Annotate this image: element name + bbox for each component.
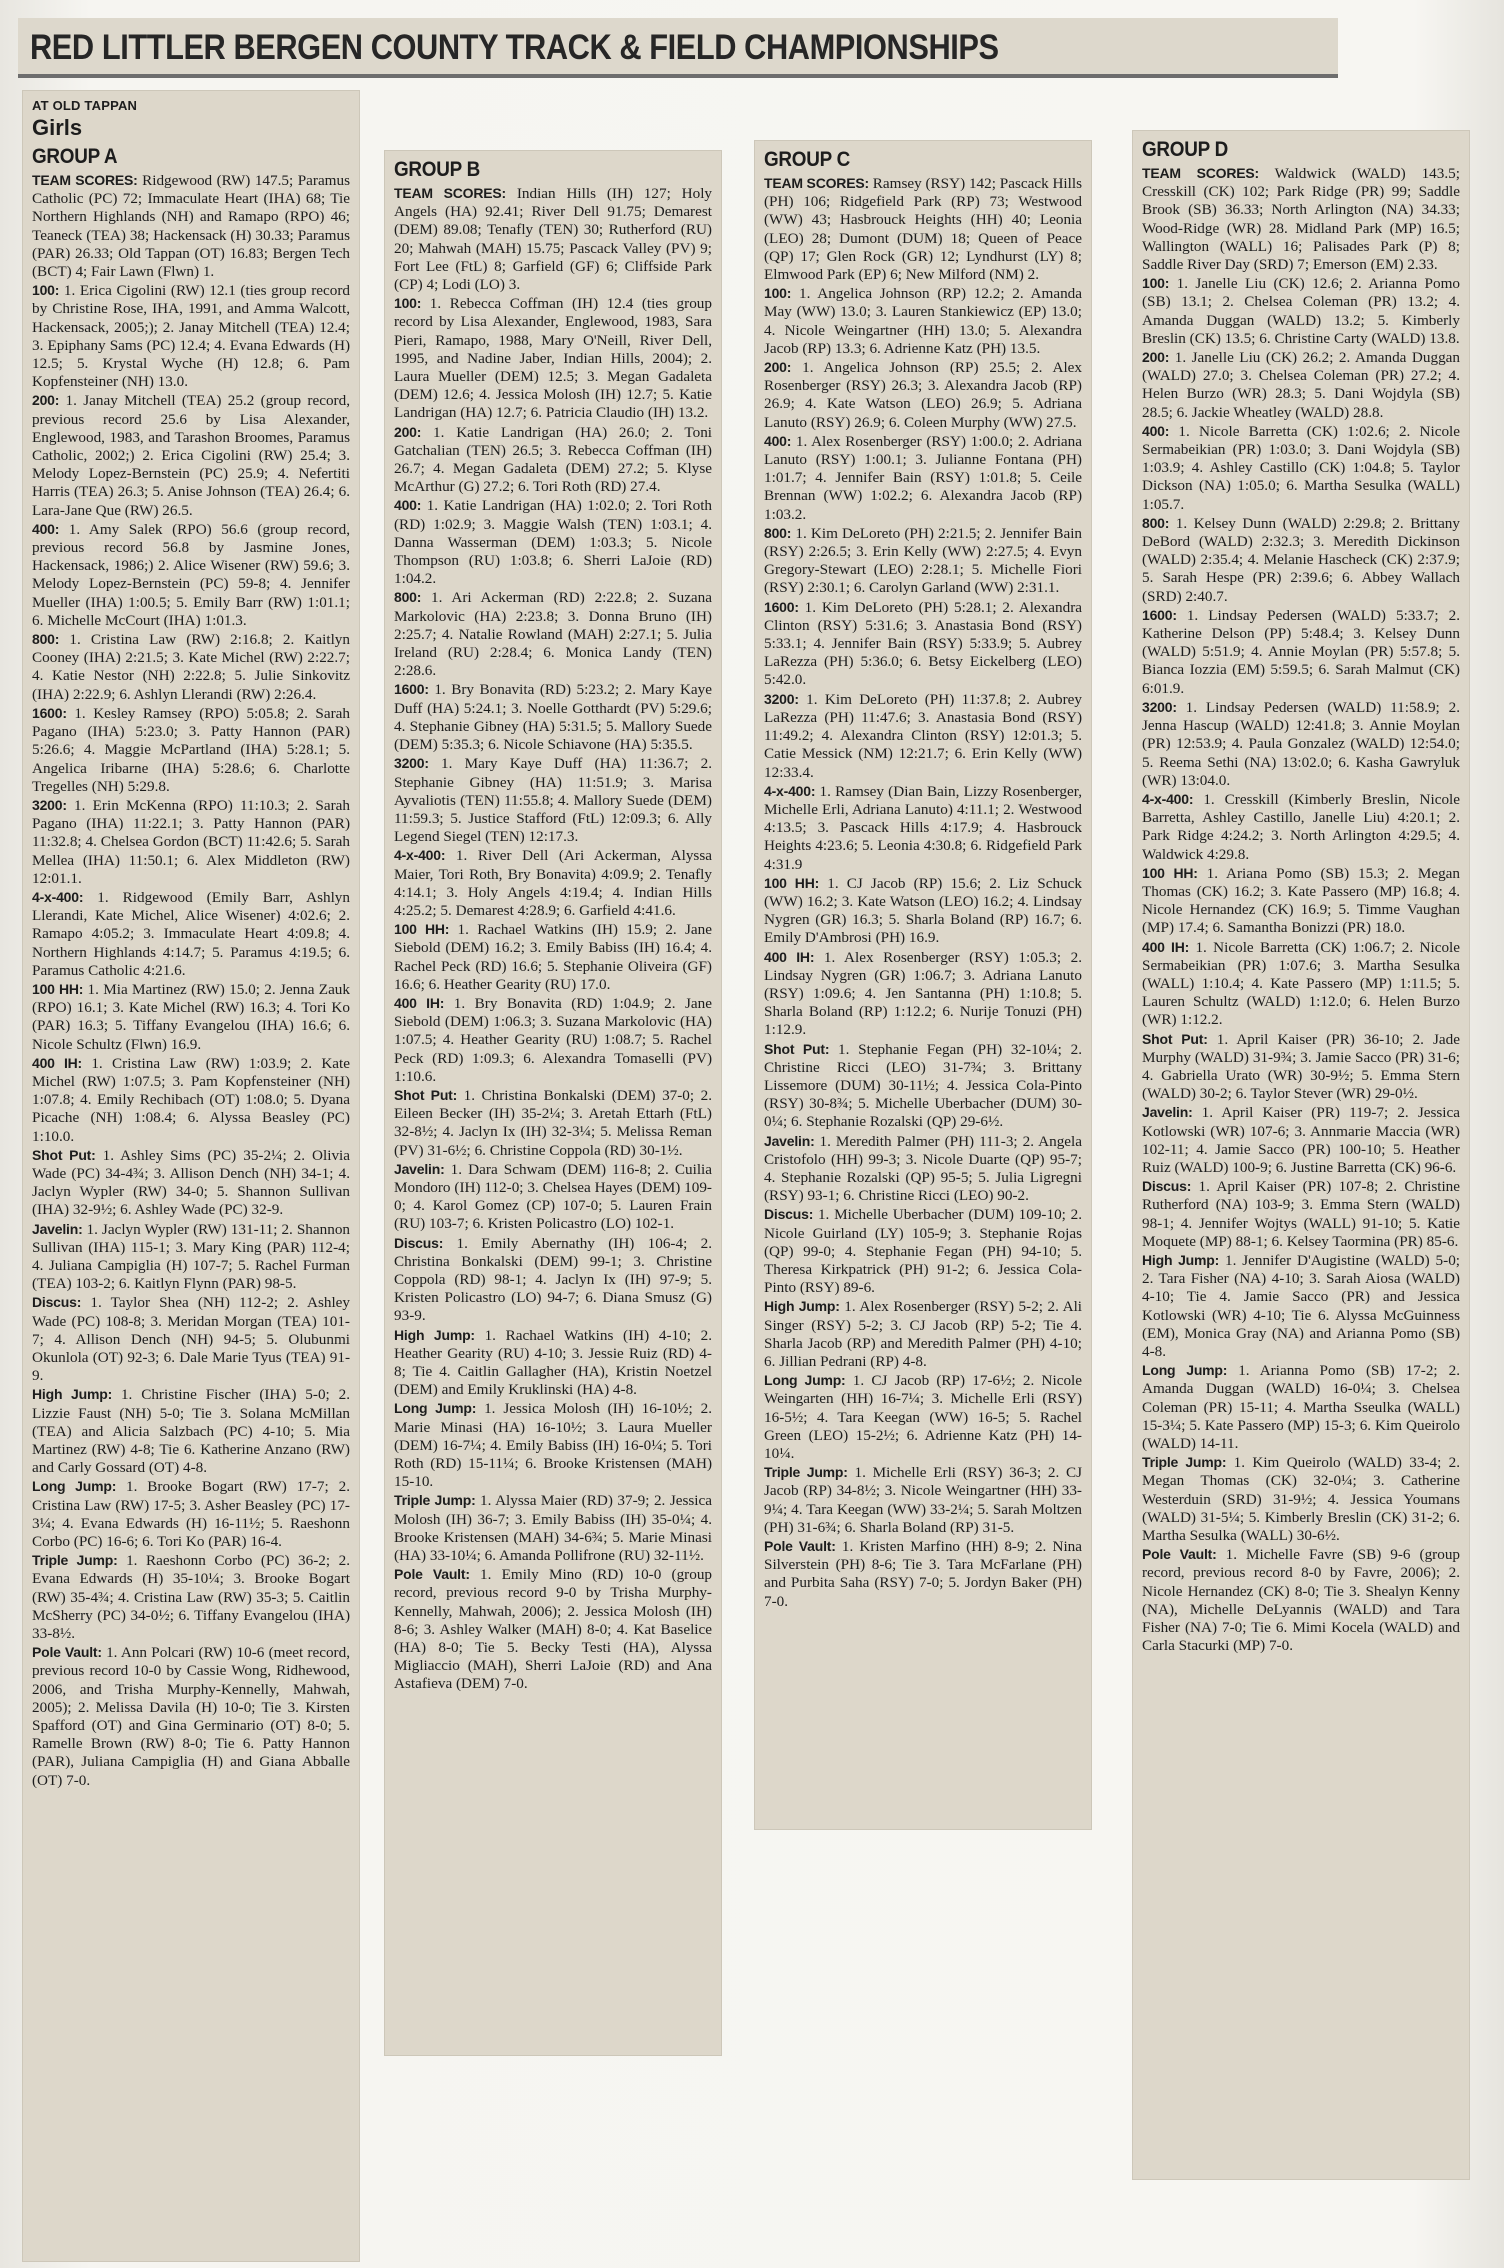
event-text: 1. Katie Landrigan (HA) 1:02.0; 2. Tori Roth (RD) 1:02.9; 3. Maggie Walsh (TEN) 1:03.1; 4. Danna Wasserman (DEM) 1:03.3; 5. Nicole Thompson (RU) 1:03.8; 6. Sherri LaJoie (RD) 1:04.2. [394, 497, 713, 588]
event-text: 1. Alex Rosenberger (RSY) 1:05.3; 2. Lindsay Nygren (GR) 1:06.7; 3. Adriana Lanuto (RSY) 1:09.6; 4. Jen Santanna (PH) 1:10.8; 5. Sharla Boland (RP) 1:12.2; 6. Nurije Tonuzi (PH) 1:12.9. [764, 948, 1083, 1039]
event-text: 1. Rachael Watkins (IH) 15.9; 2. Jane Siebold (DEM) 16.2; 3. Emily Babiss (IH) 16.4; 4. Rachel Peck (RD) 16.6; 5. Stephanie Oliveira (GF) 16.6; 6. Heather Gearity (RU) 17.0. [394, 921, 713, 993]
event-text: 1. Dara Schwam (DEM) 116-8; 2. Cuilia Mondoro (IH) 112-0; 3. Chelsea Hayes (DEM) 109-0; 4. Karol Gomez (CP) 107-0; 5. Lauren Frain (RU) 103-7; 6. Kristen Policastro (LO) 102-1. [394, 1160, 713, 1233]
event-result [764, 598, 1082, 690]
event-text: 1. Erin McKenna (RPO) 11:10.3; 2. Sarah Pagano (IHA) 11:22.1; 3. Patty Hannon (PAR) 11:32.8; 4. Chelsea Gordon (BCT) 11:42.6; 5. Sarah Mellea (IHA) 11:50.1; 6. Alex Middleton (RW) 12:01.1. [32, 796, 350, 887]
event-label: 100 HH: [32, 980, 84, 997]
event-result [394, 1160, 712, 1234]
event-text: 1. Ridgewood (Emily Barr, Ashlyn Llerandi, Kate Michel, Alice Wisener) 4:02.6; 2. Ramapo 4:05.2; 3. Immaculate Heart 4:09.8; 4. Northern Highlands 4:14.7; 5. Paramus 4:19.5; 6. Paramus Catholic 4:21.6. [32, 888, 350, 979]
event-result [1142, 514, 1460, 606]
event-label: Long Jump: [32, 1478, 117, 1495]
event-label: Shot Put: [394, 1086, 458, 1103]
event-label: 3200: [764, 690, 799, 707]
group-b-results [394, 184, 712, 1694]
event-text: 1. Bry Bonavita (RD) 1:04.9; 2. Jane Siebold (DEM) 1:06.3; 3. Suzana Markolovic (HA) 1:07.5; 4. Heather Gearity (RU) 1:08.7; 5. Rachel Peck (RD) 1:09.3; 6. Alexandra Tomaselli (PV) 1:10.6. [394, 994, 713, 1085]
event-label: Triple Jump: [32, 1552, 118, 1569]
event-result [764, 358, 1082, 432]
event-label: Pole Vault: [394, 1566, 470, 1583]
event-text: 1. April Kaiser (PR) 119-7; 2. Jessica Kotlowski (WR) 107-6; 3. Annmarie Maccia (WR) 102-11; 4. Jamie Sacco (PR) 100-10; 5. Heather Ruiz (WALD) 100-9; 6. Justine Barretta (CK) 96-6. [1142, 1104, 1460, 1176]
event-result [394, 294, 712, 422]
event-result [764, 1297, 1082, 1371]
event-text: 1. Christina Bonkalski (DEM) 37-0; 2. Eileen Becker (IH) 35-2¼; 3. Aretah Ettarh (FtL) 32-8½; 4. Jaclyn Ix (IH) 32-3¼; 5. Melissa Reman (PV) 31-6½; 6. Christine Coppola (RD) 30-1½. [394, 1086, 712, 1159]
event-result [394, 846, 712, 920]
event-result [1142, 1030, 1460, 1104]
event-result [764, 948, 1082, 1040]
event-label: 200: [394, 423, 422, 440]
event-label: Discus: [764, 1206, 814, 1223]
event-result [1142, 1103, 1460, 1177]
event-result [394, 184, 712, 294]
event-label: Pole Vault: [764, 1538, 836, 1555]
event-label: Discus: [394, 1234, 444, 1251]
event-result [32, 1551, 350, 1643]
event-text: 1. Brooke Bogart (RW) 17-7; 2. Cristina Law (RW) 17-5; 3. Asher Beasley (PC) 17-3¼; 4. Evana Edwards (H) 16-11½; 5. Raeshonn Corbo (PC) 16-6; 6. Tori Ko (PAR) 16-4. [32, 1478, 350, 1551]
group-d-results [1142, 164, 1460, 1655]
event-label: Pole Vault: [32, 1644, 102, 1661]
event-result [394, 1234, 712, 1326]
event-text: 1. Taylor Shea (NH) 112-2; 2. Ashley Wade (PC) 108-8; 3. Meridan Morgan (TEA) 101-7; 4. Allison Dench (NH) 94-5; 5. Olubunmi Okunlola (OT) 92-3; 6. Dale Marie Tyus (TEA) 91-9. [32, 1294, 351, 1385]
location-label: AT OLD TAPPAN [32, 98, 138, 113]
event-result [1142, 790, 1460, 864]
event-label: Triple Jump: [764, 1464, 848, 1481]
event-label: TEAM SCORES: [1142, 165, 1260, 181]
event-result [394, 994, 712, 1086]
event-result [32, 1220, 350, 1294]
group-b-title: GROUP B [394, 158, 480, 181]
event-result [394, 1565, 712, 1693]
event-text: 1. Lindsay Pedersen (WALD) 5:33.7; 2. Katherine Delson (PP) 5:48.4; 3. Kelsey Dunn (WALD) 5:51.9; 4. Annie Moylan (PR) 5:57.8; 5. Bianca Iozzia (EM) 5:59.5; 6. Sarah Malmut (CK) 6:01.9. [1142, 606, 1461, 697]
event-label: 400: [394, 497, 422, 514]
event-text: 1. Ann Polcari (RW) 10-6 (meet record, previous record 10-0 by Cassie Wong, Ridhewood, 2006, and Trisha Murphy-Kennelly, Mahwah, 2005); 2. Melissa Davila (H) 10-0; Tie 3. Kirsten Spafford (OT) and Gina Germinario (OT) 8-0; 5. Ramelle Brown (RW) 8-0; Tie 6. Patty Hannon (PAR), Juliana Campiglia (H) and Giana Abballe (OT) 7-0. [32, 1644, 351, 1789]
event-label: Discus: [32, 1294, 82, 1311]
event-text: 1. Ashley Sims (PC) 35-2¼; 2. Olivia Wade (PC) 34-4¾; 3. Allison Dench (NH) 34-1; 4. Jaclyn Wypler (RW) 34-0; 5. Shannon Sullivan (IHA) 32-9½; 6. Ashley Wade (PC) 32-9. [32, 1146, 350, 1219]
group-b-column [384, 150, 722, 2056]
event-text: 1. Kim DeLoreto (PH) 2:21.5; 2. Jennifer Bain (RSY) 2:26.5; 3. Erin Kelly (WW) 2:27.5; 4. Evyn Gregory-Stewart (LEO) 2:28.1; 5. Michelle Fiori (RSY) 2:30.1; 6. Carolyn Garland (WW) 2:31.1. [764, 524, 1083, 597]
event-label: 3200: [32, 796, 67, 813]
event-text: 1. Angelica Johnson (RP) 12.2; 2. Amanda May (WW) 13.0; 3. Lauren Stankiewicz (EP) 13.0; 4. Nicole Weingartner (HH) 13.0; 5. Alexandra Jacob (RP) 13.3; 6. Adrienne Katz (PH) 13.5. [764, 285, 1082, 357]
group-a-title: GROUP A [32, 145, 118, 168]
event-label: 1600: [1142, 606, 1177, 623]
event-label: 3200: [1142, 698, 1177, 715]
event-label: High Jump: [764, 1298, 840, 1315]
event-label: 800: [764, 524, 792, 541]
event-text: 1. Kim DeLoreto (PH) 5:28.1; 2. Alexandra Clinton (RSY) 5:31.6; 3. Anastasia Bond (RSY) 5:33.1; 4. Jennifer Bain (RSY) 5:33.9; 5. Aubrey LaRezza (PH) 5:36.0; 6. Betsy Eickelberg (LEO) 5:42.0. [764, 598, 1082, 689]
event-result [32, 281, 350, 391]
event-result [32, 796, 350, 888]
event-result [1142, 1177, 1460, 1251]
event-result [394, 754, 712, 846]
event-text: 1. Meredith Palmer (PH) 111-3; 2. Angela Cristofolo (HH) 99-3; 3. Nicole Duarte (QP) 95-7; 4. Stephanie Rozalski (QP) 95-5; 5. Julia Ligregni (RSY) 93-1; 6. Christine Ricci (LEO) 90-2. [764, 1132, 1083, 1205]
event-result [1142, 1251, 1460, 1361]
event-label: 3200: [394, 755, 429, 772]
event-text: 1. Emily Mino (RD) 10-0 (group record, previous record 9-0 by Trisha Murphy-Kennelly, Mahwah, 2006); 2. Jessica Molosh (IH) 8-6; 3. Ashley Walker (MAH) 8-0; 4. Kat Baselice (HA) 8-0; Tie 5. Becky Testi (HA), Alyssa Migliaccio (MAH), Sherri LaJoie (RD) and Ana Astafieva (DEM) 7-0. [394, 1566, 713, 1693]
event-label: 1600: [394, 681, 429, 698]
event-result [764, 174, 1082, 284]
event-result [764, 1463, 1082, 1537]
group-d-column [1132, 130, 1470, 2180]
event-result [32, 1477, 350, 1551]
event-result [32, 630, 350, 704]
event-result [394, 588, 712, 680]
event-result [764, 284, 1082, 358]
event-label: TEAM SCORES: [32, 172, 138, 188]
event-label: 4-x-400: [32, 888, 84, 905]
event-result [1142, 164, 1460, 274]
event-text: 1. Alex Rosenberger (RSY) 1:00.0; 2. Adriana Lanuto (RSY) 1:00.1; 3. Julianne Fontana (PH) 1:01.7; 4. Jennifer Bain (RSY) 1:01.8; 5. Ceile Brennan (WW) 1:02.2; 6. Alexandra Jacob (RP) 1:03.2. [764, 432, 1082, 523]
event-result [1142, 698, 1460, 790]
event-label: 400 IH: [764, 948, 815, 965]
event-label: 100 HH: [764, 874, 820, 891]
event-label: 400: [1142, 422, 1170, 439]
event-text: 1. Michelle Uberbacher (DUM) 109-10; 2. Nicole Guirland (LY) 105-9; 3. Stephanie Rojas (QP) 99-0; 4. Stephanie Fegan (PH) 94-10; 5. Theresa Kirkpatrick (PH) 91-2; 6. Jessica Cola-Pinto (RSY) 89-6. [764, 1206, 1083, 1297]
event-result [764, 690, 1082, 782]
event-label: High Jump: [1142, 1251, 1220, 1268]
event-text: 1. Bry Bonavita (RD) 5:23.2; 2. Mary Kaye Duff (HA) 5:24.1; 3. Noelle Gotthardt (PV) 5:29.6; 4. Stephanie Gibney (HA) 5:31.5; 5. Mallory Suede (DEM) 5:35.3; 6. Nicole Schiavone (HA) 5:35.5. [394, 681, 713, 754]
group-d-title: GROUP D [1142, 138, 1228, 161]
group-c-column [754, 140, 1092, 1830]
event-result [394, 1326, 712, 1400]
event-text: 1. Rachael Watkins (IH) 4-10; 2. Heather Gearity (RU) 4-10; 3. Jessie Ruiz (RD) 4-8; Tie 4. Caitlin Gallagher (HA), Kristin Noetzel (DEM) and Emily Kruklinski (HA) 4-8. [394, 1326, 713, 1399]
event-text: 1. Mary Kaye Duff (HA) 11:36.7; 2. Stephanie Gibney (HA) 11:51.9; 3. Marisa Ayvaliotis (TEN) 11:55.8; 4. Mallory Suede (DEM) 11:59.3; 5. Justice Stafford (FtL) 12:09.3; 6. Ally Legend Siegel (TEN) 12:17.3. [394, 755, 712, 846]
event-text: 1. Ariana Pomo (SB) 15.3; 2. Megan Thomas (CK) 16.2; 3. Kate Passero (MP) 16.8; 4. Nicole Hernandez (CK) 16.9; 5. Timme Vaughan (MP) 17.4; 6. Samantha Bonizzi (PR) 18.0. [1142, 864, 1461, 937]
event-text: 1. Nicole Barretta (CK) 1:06.7; 2. Nicole Sermabeikian (PR) 1:07.6; 3. Martha Sesulka (WALL) 1:10.4; 4. Kate Passero (MP) 1:11.5; 5. Lauren Schultz (WALD) 1:12.0; 6. Helen Burzo (WR) 1:12.2. [1142, 938, 1461, 1029]
event-result [1142, 1361, 1460, 1453]
event-result [764, 1205, 1082, 1297]
event-result [32, 171, 350, 281]
event-label: TEAM SCORES: [764, 175, 869, 191]
event-text: 1. Emily Abernathy (IH) 106-4; 2. Christina Bonkalski (DEM) 99-1; 3. Christine Coppola (RD) 98-1; 4. Jaclyn Ix (IH) 97-9; 5. Kristen Policastro (LO) 94-7; 6. Diana Smusz (G) 93-9. [394, 1234, 712, 1325]
event-label: 4-x-400: [764, 782, 816, 799]
event-text: 1. Cristina Law (RW) 2:16.8; 2. Kaitlyn Cooney (IHA) 2:21.5; 3. Kate Michel (RW) 2:22.7; 4. Katie Nestor (NH) 2:22.8; 5. Julie Sinkovitz (IHA) 2:22.9; 6. Ashlyn Llerandi (RW) 2:26.4. [32, 631, 350, 703]
event-label: 200: [764, 359, 792, 376]
event-label: TEAM SCORES: [394, 185, 506, 201]
event-label: Shot Put: [32, 1146, 96, 1163]
event-label: 4-x-400: [1142, 790, 1194, 807]
event-result [764, 874, 1082, 948]
event-label: 1600: [764, 598, 799, 615]
event-result [394, 496, 712, 588]
event-result [1142, 1545, 1460, 1655]
event-text: 1. Michelle Favre (SB) 9-6 (group record, previous record 8-0 by Favre, 2006); 2. Nicole Hernandez (CK) 8-0; Tie 3. Shealyn Kenny (NA), Michelle DeLyannis (WALD) and Tara Fisher (NA) 7-0; Tie 6. Mimi Kocela (WALD) and Carla Stacurki (MP) 7-0. [1142, 1546, 1461, 1655]
event-text: 1. Angelica Johnson (RP) 25.5; 2. Alex Rosenberger (RSY) 26.3; 3. Alexandra Jacob (RP) 26.9; 4. Kate Watson (LEO) 26.9; 5. Adriana Lanuto (RSY) 26.9; 6. Coleen Murphy (WW) 27.5. [764, 359, 1083, 431]
group-a-column [22, 90, 360, 2262]
event-text: 1. Kelsey Dunn (WALD) 2:29.8; 2. Brittany DeBord (WALD) 2:32.3; 3. Meredith Dickinson (WALD) 2:35.4; 4. Melanie Hascheck (CK) 2:37.9; 5. Sarah Hespe (PR) 2:39.6; 6. Abbey Wallach (SRD) 2:40.7. [1142, 514, 1460, 605]
event-label: 1600: [32, 704, 67, 721]
event-text: 1. Stephanie Fegan (PH) 32-10¼; 2. Christine Ricci (LEO) 31-7¾; 3. Brittany Lissemore (DUM) 30-11½; 4. Jessica Cola-Pinto (RSY) 30-8¾; 5. Michelle Uberbacher (DUM) 30-0¼; 6. Stephanie Rozalski (QP) 29-6½. [764, 1040, 1082, 1131]
event-result [32, 1293, 350, 1385]
event-label: Javelin: [394, 1160, 445, 1177]
event-text: 1. Janelle Liu (CK) 26.2; 2. Amanda Duggan (WALD) 27.0; 3. Chelsea Coleman (PR) 27.2; 4. Helen Burzo (WR) 28.3; 5. Dani Wojdyla (SB) 28.5; 6. Jackie Wheatley (WALD) 28.8. [1142, 349, 1461, 421]
event-text: 1. Jessica Molosh (IH) 16-10½; 2. Marie Minasi (HA) 16-10½; 3. Laura Mueller (DEM) 16-7¼; 4. Emily Babiss (IH) 16-0¼; 5. Tori Roth (RD) 15-11¼; 6. Brooke Kristensen (MAH) 15-10. [394, 1400, 712, 1491]
event-label: Triple Jump: [394, 1492, 476, 1509]
event-text: 1. Kristen Marfino (HH) 8-9; 2. Nina Silverstein (PH) 8-6; Tie 3. Tara McFarlane (PH) and Purbita Saha (RSY) 7-0; 5. Jordyn Baker (PH) 7-0. [764, 1538, 1082, 1610]
event-text: 1. Janelle Liu (CK) 12.6; 2. Arianna Pomo (SB) 13.1; 2. Chelsea Coleman (PR) 13.2; 4. Amanda Duggan (WALD) 13.2; 5. Kimberly Breslin (CK) 13.5; 6. Christine Carty (WALD) 13.8. [1142, 275, 1461, 347]
event-text: 1. CJ Jacob (RP) 15.6; 2. Liz Schuck (WW) 16.2; 3. Kate Watson (LEO) 16.2; 4. Lindsay Nygren (GR) 16.3; 5. Sharla Boland (RP) 16.7; 6. Emily D'Ambrosi (PH) 16.9. [764, 874, 1083, 947]
event-label: 100: [32, 282, 60, 299]
event-result [394, 1491, 712, 1565]
event-text: Waldwick (WALD) 143.5; Cresskill (CK) 102; Park Ridge (PR) 99; Saddle Brook (SB) 36.33; North Arlington (NA) 34.33; Wood-Ridge (WR) 28. Midland Park (MP) 16.5; Wallington (WALL) 16; Palisades Park (P) 8; Saddle River Day (SRD) 7; Emerson (EM) 2.33. [1142, 165, 1460, 274]
group-a-results [32, 171, 350, 1790]
event-label: 400 IH: [1142, 938, 1190, 955]
event-label: 800: [32, 631, 60, 648]
event-text: 1. Nicole Barretta (CK) 1:02.6; 2. Nicole Sermabeikian (PR) 1:03.0; 3. Dani Wojdyla (SB) 1:03.9; 4. Ashley Castillo (CK) 1:04.8; 5. Taylor Dickson (NA) 1:05.0; 6. Martha Sesulka (WALL) 1:05.7. [1142, 422, 1460, 513]
event-label: 400 IH: [394, 994, 445, 1011]
event-label: High Jump: [32, 1386, 113, 1403]
event-label: 100: [1142, 275, 1170, 292]
event-text: 1. April Kaiser (PR) 107-8; 2. Christine Rutherford (NA) 103-9; 3. Emma Stern (WALD) 98-1; 4. Jennifer Wojtys (WALL) 91-10; 5. Katie Moquete (MP) 88-1; 6. Kelsey Taormina (PR) 85-6. [1142, 1178, 1461, 1250]
event-result [32, 704, 350, 796]
group-c-title: GROUP C [764, 148, 850, 171]
event-result [764, 432, 1082, 524]
event-label: High Jump: [394, 1326, 475, 1343]
event-text: 1. Janay Mitchell (TEA) 25.2 (group record, previous record 25.6 by Lisa Alexander, Englewood, 1983, and Tarashon Broomes, Paramus Catholic, 2002;) 2. Erica Cigolini (RW) 25.4; 3. Melody Lopez-Bernstein (PC) 25.9; 4. Nefertiti Harris (TEA) 26.3; 5. Anise Johnson (TEA) 26.4; 6. Lara-Jane Que (RW) 26.5. [32, 392, 351, 519]
event-result [1142, 422, 1460, 514]
page-headline: RED LITTLER BERGEN COUNTY TRACK & FIELD CHAMPIONSHIPS [30, 28, 999, 67]
event-text: 1. Jaclyn Wypler (RW) 131-11; 2. Shannon Sullivan (IHA) 115-1; 3. Mary King (PAR) 112-4; 4. Juliana Campiglia (H) 107-7; 5. Rachel Furman (TEA) 103-2; 6. Kaitlyn Flynn (PAR) 98-5. [32, 1220, 351, 1293]
event-label: Shot Put: [764, 1040, 830, 1057]
event-text: Ridgewood (RW) 147.5; Paramus Catholic (PC) 72; Immaculate Heart (IHA) 68; Tie Northern Highlands (NH) and Ramapo (RPO) 46; Teaneck (TEA) 38; Hackensack (H) 30.33; Paramus (PAR) 26.33; Old Tappan (OT) 16.83; Bergen Tech (BCT) 4; Fair Lawn (Flwn) 1. [32, 172, 350, 281]
event-label: 100: [764, 285, 792, 302]
event-text: 1. Jennifer D'Augistine (WALD) 5-0; 2. Tara Fisher (NA) 4-10; 3. Sarah Aiosa (WALD) 4-10; Tie 4. Jamie Sacco (PR) and Jessica Kotlowski (WR) 4-10; Tie 6. Alyssa McGuinness (EM), Monica Gray (NA) and Arianna Pomo (SB) 4-8. [1142, 1251, 1461, 1360]
event-result [394, 680, 712, 754]
event-label: Javelin: [764, 1132, 815, 1149]
event-result [32, 520, 350, 630]
event-text: Ramsey (RSY) 142; Pascack Hills (PH) 106; Ridgefield Park (RP) 73; Westwood (WW) 43; Hasbrouck Heights (HH) 40; Leonia (LEO) 28; Dumont (DUM) 18; Queen of Peace (QP) 17; Glen Rock (GR) 12; Lyndhurst (LY) 8; Elmwood Park (EP) 6; New Milford (NM) 2. [764, 175, 1083, 284]
event-label: 400: [32, 520, 60, 537]
event-label: 800: [394, 589, 422, 606]
event-label: Triple Jump: [1142, 1454, 1227, 1471]
event-text: Indian Hills (IH) 127; Holy Angels (HA) 92.41; River Dell 91.75; Demarest (DEM) 89.08; Tenafly (TEN) 30; Rutherford (RU) 20; Mahwah (MAH) 15.75; Pascack Valley (PV) 9; Fort Lee (FtL) 8; Garfield (GF) 6; Cliffside Park (CP) 4; Lodi (LO) 3. [394, 185, 713, 294]
event-result [764, 1537, 1082, 1611]
event-label: Long Jump: [1142, 1362, 1228, 1379]
event-result [394, 1086, 712, 1160]
section-label: Girls [32, 115, 83, 140]
event-result [32, 1146, 350, 1220]
event-result [32, 980, 350, 1054]
event-text: 1. Christine Fischer (IHA) 5-0; 2. Lizzie Faust (NH) 5-0; Tie 3. Solana McMillan (TEA) and Alicia Salzbach (PC) 4-10; 5. Mia Martinez (RW) 4-8; Tie 6. Katherine Anzano (RW) and Carly Gossard (OT) 4-8. [32, 1386, 351, 1477]
event-label: Pole Vault: [1142, 1546, 1217, 1563]
event-result [1142, 864, 1460, 938]
event-label: 100 HH: [1142, 864, 1198, 881]
event-label: Javelin: [1142, 1104, 1193, 1121]
event-label: 4-x-400: [394, 847, 446, 864]
event-result [32, 1385, 350, 1477]
event-result [764, 1132, 1082, 1206]
event-text: 1. Kesley Ramsey (RPO) 5:05.8; 2. Sarah Pagano (IHA) 5:23.0; 3. Patty Hannon (PAR) 5:26.6; 4. Maggie McPartland (IHA) 5:28.1; 5. Angelica Iribarne (IHA) 5:28.6; 6. Charlotte Tregelles (NH) 5:29.8. [32, 704, 351, 795]
event-text: 1. Mia Martinez (RW) 15.0; 2. Jenna Zauk (RPO) 16.1; 3. Kate Michel (RW) 16.3; 4. Tori Ko (PAR) 16.3; 5. Tiffany Evangelou (IHA) 16.6; 6. Nicole Schultz (Flwn) 16.9. [32, 980, 350, 1053]
event-result [394, 1399, 712, 1491]
event-text: 1. Alex Rosenberger (RSY) 5-2; 2. Ali Singer (RSY) 5-2; 3. CJ Jacob (RP) 5-2; Tie 4. Sharla Jacob (RP) and Meredith Palmer (PH) 4-10; 6. Jillian Pedrani (RP) 4-8. [764, 1298, 1083, 1370]
event-text: 1. River Dell (Ari Ackerman, Alyssa Maier, Tori Roth, Bry Bonavita) 4:09.9; 2. Tenafly 4:14.1; 3. Holy Angels 4:19.4; 4. Indian Hills 4:25.2; 5. Demarest 4:28.9; 6. Garfield 4:41.6. [394, 847, 712, 919]
event-result [32, 391, 350, 519]
event-result [1142, 606, 1460, 698]
event-result [394, 423, 712, 497]
event-text: 1. CJ Jacob (RP) 17-6½; 2. Nicole Weingarten (HH) 16-7¼; 3. Michelle Erli (RSY) 16-5½; 4. Tara Keegan (WW) 16-5; 5. Rachel Green (LEO) 15-2½; 6. Adrienne Katz (PH) 14-10¼. [764, 1372, 1083, 1463]
event-label: Discus: [1142, 1178, 1192, 1195]
event-result [1142, 938, 1460, 1030]
event-label: Shot Put: [1142, 1030, 1208, 1047]
event-text: 1. Michelle Erli (RSY) 36-3; 2. CJ Jacob (RP) 34-8½; 3. Nicole Weingartner (HH) 33-9¼; 4. Tara Keegan (WW) 33-2¼; 5. Sarah Moltzen (PH) 31-6¾; 6. Sharla Boland (RP) 31-5. [764, 1464, 1083, 1536]
event-result [764, 1371, 1082, 1463]
event-label: 200: [1142, 349, 1170, 366]
event-result [764, 782, 1082, 874]
event-result [1142, 1453, 1460, 1545]
event-text: 1. Kim DeLoreto (PH) 11:37.8; 2. Aubrey LaRezza (PH) 11:47.6; 3. Anastasia Bond (RSY) 11:49.2; 4. Alexandra Clinton (RSY) 12:01.3; 5. Catie Messick (NM) 12:21.7; 6. Erin Kelly (WW) 12:33.4. [764, 690, 1083, 781]
event-result [764, 1040, 1082, 1132]
event-text: 1. Cristina Law (RW) 1:03.9; 2. Kate Michel (RW) 1:07.5; 3. Pam Kopfensteiner (NH) 1:07.8; 4. Emily Rechibach (OT) 1:08.0; 5. Dyana Picache (NH) 1:08.4; 6. Alyssa Beasley (PC) 1:10.0. [32, 1054, 351, 1145]
event-label: Javelin: [32, 1220, 83, 1237]
event-label: Long Jump: [394, 1400, 477, 1417]
event-text: 1. Kim Queirolo (WALD) 33-4; 2. Megan Thomas (CK) 32-0¼; 3. Catherine Westerduin (SRD) 31-9½; 4. Jessica Youmans (WALD) 31-5¼; 5. Kimberly Breslin (CK) 31-2; 6. Martha Sesulka (WALL) 30-6½. [1142, 1454, 1460, 1545]
event-text: 1. Alyssa Maier (RD) 37-9; 2. Jessica Molosh (IH) 36-7; 3. Emily Babiss (IH) 35-0¼; 4. Brooke Kristensen (MAH) 34-6¾; 5. Marie Minasi (HA) 33-10¼; 6. Amanda Pollifrone (RU) 32-11½. [394, 1492, 713, 1565]
event-result [32, 888, 350, 980]
event-label: 100 HH: [394, 921, 450, 938]
event-text: 1. Raeshonn Corbo (PC) 36-2; 2. Evana Edwards (H) 35-10¼; 3. Brooke Bogart (RW) 35-4¾; 4. Cristina Law (RW) 35-3; 5. Caitlin McSherry (PC) 34-0½; 6. Tiffany Evangelou (IHA) 33-8½. [32, 1552, 350, 1643]
event-label: 100: [394, 295, 422, 312]
event-result [32, 1054, 350, 1146]
event-text: 1. Katie Landrigan (HA) 26.0; 2. Toni Gatchalian (TEN) 26.5; 3. Rebecca Coffman (IH) 26.7; 4. Megan Gadaleta (DEM) 27.2; 5. Klyse McArthur (G) 27.2; 6. Tori Roth (RD) 27.4. [394, 423, 713, 496]
event-label: 400: [764, 432, 792, 449]
event-text: 1. Lindsay Pedersen (WALD) 11:58.9; 2. Jenna Hascup (WALD) 12:41.8; 3. Annie Moylan (PR) 12:53.9; 4. Paula Gonzalez (WALD) 12:54.0; 5. Reema Sethi (NA) 13:02.0; 6. Kasha Gawryluk (WR) 13:04.0. [1142, 698, 1461, 789]
event-label: 800: [1142, 514, 1170, 531]
event-result [764, 524, 1082, 598]
event-result [1142, 348, 1460, 422]
event-text: 1. Arianna Pomo (SB) 17-2; 2. Amanda Duggan (WALD) 16-0¼; 3. Chelsea Coleman (PR) 15-11; 4. Martha Sseulka (WALL) 15-3¼; 5. Kate Passero (MP) 15-3; 6. Kim Queirolo (WALD) 14-11. [1142, 1362, 1460, 1453]
event-text: 1. Erica Cigolini (RW) 12.1 (ties group record by Christine Rose, IHA, 1991, and Amma Walcott, Hackensack, 2005;); 2. Janay Mitchell (TEA) 12.4; 3. Epiphany Sams (PC) 12.4; 4. Evana Edwards (H) 12.5; 5. Krystal Wyche (H) 12.8; 6. Pam Kopfensteiner (NH) 13.0. [32, 282, 350, 391]
event-label: 400 IH: [32, 1054, 83, 1071]
event-text: 1. Amy Salek (RPO) 56.6 (group record, previous record 56.8 by Jasmine Jones, Hackensack, 1986;) 2. Alice Wisener (RW) 59.6; 3. Melody Lopez-Bernstein (PC) 59-8; 4. Jennifer Mueller (IHA) 1:00.5; 5. Emily Barr (RW) 1:01.1; 6. Michelle McCourt (IHA) 1:01.3. [32, 520, 351, 629]
event-text: 1. Cresskill (Kimberly Breslin, Nicole Barretta, Ashley Castillo, Janelle Liu) 4:20.1; 2. Park Ridge 4:24.2; 3. North Arlington 4:29.5; 4. Waldwick 4:29.8. [1142, 790, 1461, 863]
event-result [32, 1643, 350, 1790]
event-result [394, 920, 712, 994]
event-text: 1. April Kaiser (PR) 36-10; 2. Jade Murphy (WALD) 31-9¾; 3. Jamie Sacco (PR) 31-6; 4. Gabriella Urato (WR) 30-9½; 5. Emma Stern (WALD) 30-2; 6. Taylor Stever (WR) 29-0½. [1142, 1030, 1461, 1103]
group-c-results [764, 174, 1082, 1611]
event-text: 1. Ari Ackerman (RD) 2:22.8; 2. Suzana Markolovic (HA) 2:23.8; 3. Donna Bruno (IH) 2:25.7; 4. Natalie Rowland (MAH) 2:27.1; 5. Julia Ireland (RU) 2:28.4; 6. Monica Landy (TEN) 2:28.6. [394, 589, 713, 680]
event-text: 1. Ramsey (Dian Bain, Lizzy Rosenberger, Michelle Erli, Adriana Lanuto) 4:11.1; 2. Westwood 4:13.5; 3. Pascack Hills 4:17.9; 4. Hasbrouck Heights 4:23.6; 5. Leonia 4:30.8; 6. Ridgefield Park 4:31.9 [764, 782, 1083, 873]
event-label: 200: [32, 392, 60, 409]
event-text: 1. Rebecca Coffman (IH) 12.4 (ties group record by Lisa Alexander, Englewood, 1983, Sara Pieri, Ramapo, 1988, Mary O'Neill, River Dell, 1995, and Nadine Jaber, Indian Hills, 2004); 2. Laura Mueller (DEM) 12.5; 3. Megan Gadaleta (DEM) 12.6; 4. Jessica Molosh (IH) 12.7; 5. Katie Landrigan (HA) 12.7; 6. Patricia Claudio (IH) 13.2. [394, 295, 712, 422]
event-label: Long Jump: [764, 1372, 846, 1389]
event-result [1142, 274, 1460, 348]
